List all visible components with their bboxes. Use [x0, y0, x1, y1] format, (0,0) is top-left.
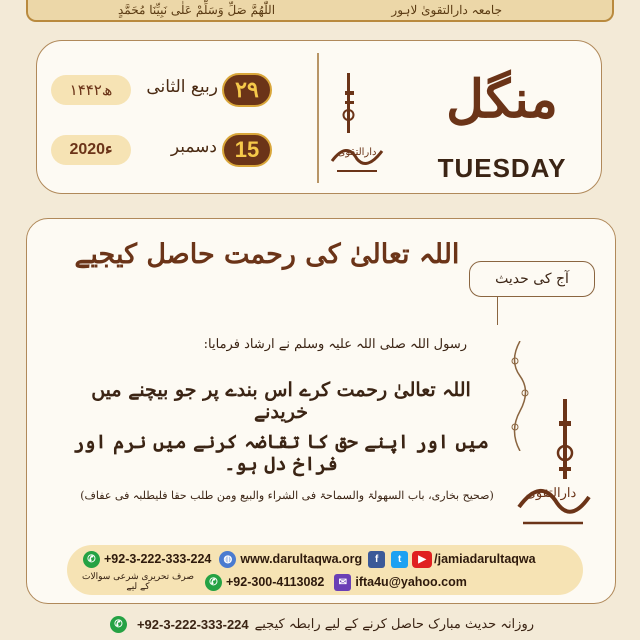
email-icon: ✉: [334, 574, 351, 591]
org-name: جامعہ دارالتقویٰ لاہور: [391, 3, 502, 17]
hijri-day-badge: ۲۹: [222, 73, 272, 107]
facebook-icon[interactable]: f: [368, 551, 385, 568]
hadith-narrator: رسول اللہ صلی اللہ علیہ وسلم نے ارشاد فرمایا:: [203, 337, 467, 352]
social-handle[interactable]: /jamiadarultaqwa: [434, 552, 536, 566]
phone-1[interactable]: +92-3-222-333-224: [104, 552, 212, 566]
website-link[interactable]: www.darultaqwa.org: [240, 552, 363, 566]
hijri-month: ربیع الثانی: [146, 77, 218, 97]
greg-year: 2020ء: [51, 135, 131, 165]
top-banner: [26, 0, 614, 22]
whatsapp-icon[interactable]: ✆: [110, 616, 127, 633]
whatsapp-icon[interactable]: ✆: [83, 551, 100, 568]
logo-small-text: دارالتقوی: [337, 147, 377, 158]
hijri-year: ۱۴۴۲ھ: [51, 75, 131, 105]
footer-phone[interactable]: +92-3-222-333-224: [136, 616, 249, 632]
date-divider: [317, 53, 319, 183]
contact-row-1: [79, 548, 536, 570]
footer-text: روزانہ حدیث مبارک حاصل کرنے کے لیے رابطہ کیجیے: [254, 616, 535, 632]
hadith-line-2: میں اور اپنے حق کا تقاضہ کرنے میں نرم اور فراخ دل ہو۔: [73, 431, 489, 475]
logo-large-text: دارالتقوی: [525, 486, 577, 501]
date-card: [36, 40, 602, 194]
hadith-title: اللہ تعالیٰ کی رحمت حاصل کیجیے: [74, 239, 460, 270]
youtube-icon[interactable]: ▶: [412, 551, 432, 568]
day-english: TUESDAY: [437, 153, 567, 183]
email-address[interactable]: ifta4u@yahoo.com: [355, 575, 467, 589]
globe-icon: ◍: [219, 551, 236, 568]
phone-2[interactable]: +92-300-4113082: [226, 575, 325, 589]
hadith-reference: (صحیح بخاری، باب السھولۃ والسماحۃ فی الشراء والبیع ومن طلب حقا فلیطلبہ فی عفاف): [80, 489, 494, 502]
day-urdu: منگل: [446, 69, 558, 130]
darultaqwa-logo-small: [327, 71, 387, 181]
durood-text: اللّٰھُمَّ صَلِّ وَسَلِّمْ عَلٰی نَبِیِّنَا مُحَمَّدٍ: [118, 3, 276, 17]
whatsapp-icon[interactable]: ✆: [205, 574, 222, 591]
twitter-icon[interactable]: t: [391, 551, 408, 568]
greg-month: دسمبر: [170, 137, 217, 157]
contact-bar: [67, 545, 583, 595]
hadith-line-1: اللہ تعالیٰ رحمت کرے اس بندے پر جو بیچنے میں خریدنے: [91, 379, 471, 423]
todays-hadith-tab: آج کی حدیث: [469, 261, 595, 297]
questions-label: صرف تحریری شرعی سوالات کے لیے: [82, 572, 194, 592]
tab-connector: [497, 297, 498, 325]
greg-day-badge: 15: [222, 133, 272, 167]
contact-row-2: [79, 571, 467, 593]
darultaqwa-logo-large: [513, 397, 593, 537]
footer: [0, 608, 640, 640]
hadith-card: [26, 218, 616, 604]
